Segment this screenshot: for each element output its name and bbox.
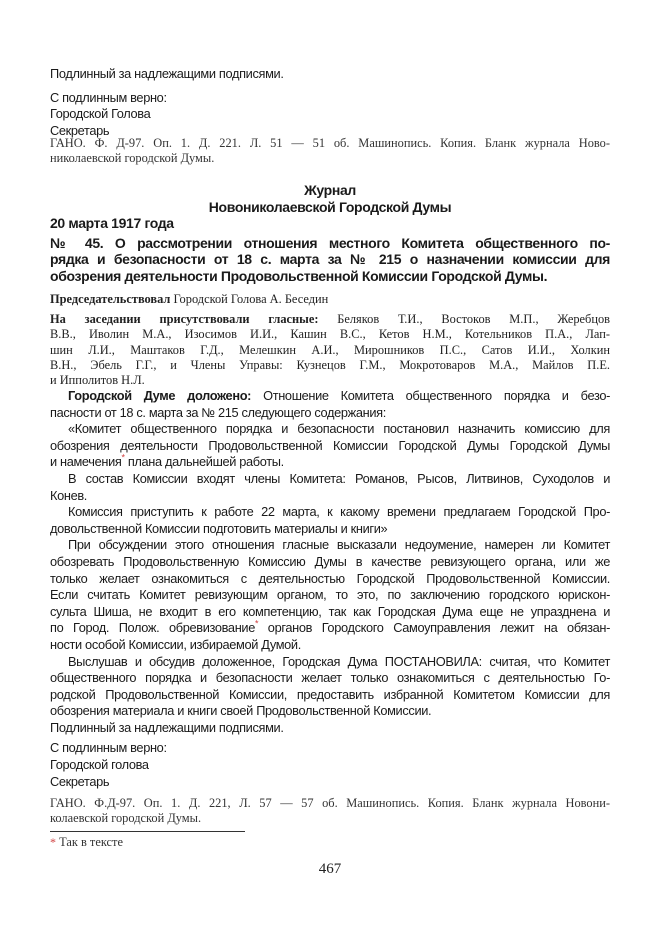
resolution-line-2: общественного порядка и безопасности желает только ознакомиться с деятельностью Го- (50, 670, 610, 686)
discussion-line-3: только желает ознакомиться с деятельностью Городской Продовольственной Комиссии. (50, 570, 610, 586)
top-source-line-2: николаевской городской Думы. (50, 151, 215, 166)
footnote (50, 835, 610, 850)
quote2-line-2: Конев. (50, 487, 88, 503)
quote1-line-2: обозрения деятельности Продовольственной Комиссии Городской Думы Городской Думы (50, 437, 610, 453)
journal-date: 20 марта 1917 года (50, 215, 174, 232)
discussion-line-5: сульта Шиша, не входит в его компетенцию, так как Городская Дума еще не упразднена и (50, 603, 610, 619)
bottom-archive-source (50, 796, 610, 826)
doc-title-line-1: № 45. О рассмотрении отношения местного Комитета общественного по- (50, 234, 610, 251)
bottom-source-line-1: ГАНО. Ф.Д-97. Оп. 1. Д. 221, Л. 57 — 57 об. Машинопись. Копия. Бланк журнала Новони- (50, 796, 610, 810)
journal-body (50, 388, 610, 790)
resolution-line-4: обозрения материала и книги своей Продовольственной Комиссии. (50, 703, 432, 719)
body-role-secretary: Секретарь (50, 773, 110, 789)
quote2-line-1: В состав Комиссии входят члены Комитета: Романов, Рысов, Литвинов, Суходолов и (68, 470, 610, 486)
report-label: Городской Думе доложено: (68, 388, 252, 403)
attendees-line-4: В.Н., Эбель Г.Г., и Члены Управы: Кузнецов Г.М., Мокротоваров М.А., Майлов П.Е. (50, 357, 610, 372)
report-line-2: пасности от 18 с. марта за № 215 следующего содержания: (50, 404, 386, 420)
footnote-divider (50, 831, 245, 832)
chair-label: Председательствовал (50, 292, 171, 306)
report-line-1: Городской Думе доложено: Отношение Комитета общественного порядка и безо- (68, 388, 610, 403)
quote3-line-2: довольственной Комиссии подготовить материалы и книги» (50, 520, 388, 536)
discussion-line-2: обозревать Продовольственную Комиссию Думы в качестве ревизующего органа, или же (50, 553, 610, 569)
top-signatures: Подлинный за надлежащими подписями. (50, 66, 284, 81)
page-number: 467 (318, 861, 342, 877)
journal-title: Журнал (304, 182, 356, 198)
doc-title-line-2: рядка и безопасности от 18 с. марта за № 215 о назначении комиссии для (50, 251, 610, 268)
attendees-line-1: На заседании присутствовали гласные: Беляков Т.И., Востоков М.П., Жеребцов (50, 312, 610, 327)
attendees-line-5: и Ипполитов Н.Л. (50, 373, 145, 388)
journal-header (50, 182, 610, 285)
footnote-asterisk: * (255, 619, 259, 630)
discussion-line-4: Если считать Комитет ревизующим органом, то это, по заключению городского юрискон- (50, 587, 610, 603)
body-signatures: Подлинный за надлежащими подписями. (50, 719, 284, 735)
footnote-text: Так в тексте (56, 835, 123, 849)
chair-value: Городской Голова А. Беседин (170, 292, 329, 306)
footnote-marker: * (50, 835, 56, 849)
doc-title-line-3: обозрения деятельности Продовольственной Комиссии Городской Думы. (50, 267, 548, 284)
quote1-line-1: «Комитет общественного порядка и безопасности постановил назначить комиссию для (68, 421, 610, 437)
top-source-line-1: ГАНО. Ф. Д-97. Оп. 1. Д. 221. Л. 51 — 51 об. Машинопись. Копия. Бланк журнала Ново- (50, 136, 610, 150)
body-role-mayor: Городской голова (50, 757, 149, 773)
top-archive-source (50, 136, 610, 166)
discussion-line-6: по Город. Полож. обревизование* органов Городского Самоуправления лежит на обязан- (50, 619, 611, 636)
attendees-line-2: В.В., Иволин М.А., Изосимов И.И., Кашин В.С., Кетов Н.М., Котельников П.А., Лап- (50, 327, 610, 342)
bottom-source-line-2: колаевской городской Думы. (50, 811, 202, 826)
discussion-line-7: ности особой Комиссии, избираемой Думой. (50, 636, 301, 652)
chair-line (50, 292, 610, 307)
resolution-line-3: родской Продовольственной Комиссии, предоставить избранной Комитетом Комиссии для (50, 686, 610, 702)
journal-subtitle: Новониколаевской Городской Думы (208, 198, 452, 215)
quote1-line-3: и намечения* плана дальнейшей работы. (50, 453, 284, 470)
discussion-line-1: При обсуждении этого отношения гласные высказали недоумение, намерен ли Комитет (68, 537, 610, 553)
footnote-asterisk: * (121, 453, 125, 464)
meeting-participants (50, 292, 610, 388)
quote3-line-1: Комиссия приступить к работе 22 марта, к какому времени предлагаем Городской Про- (68, 504, 610, 520)
top-verified: С подлинным верно: (50, 89, 167, 105)
attendees-label: На заседании присутствовали гласные: (50, 312, 319, 327)
attendees-line-3: шин Л.И., Маштаков Г.Д., Мелешкин А.И., Мирошников П.С., Сатов И.И., Холкин (50, 342, 610, 357)
top-role-secretary: Секретарь (50, 122, 110, 138)
top-role-mayor: Городской Голова (50, 106, 151, 122)
body-verified: С подлинным верно: (50, 740, 167, 756)
top-signature-block (50, 66, 610, 139)
resolution-line-1: Выслушав и обсудив доложенное, Городская Дума ПОСТАНОВИЛА: считая, что Комитет (68, 653, 610, 669)
